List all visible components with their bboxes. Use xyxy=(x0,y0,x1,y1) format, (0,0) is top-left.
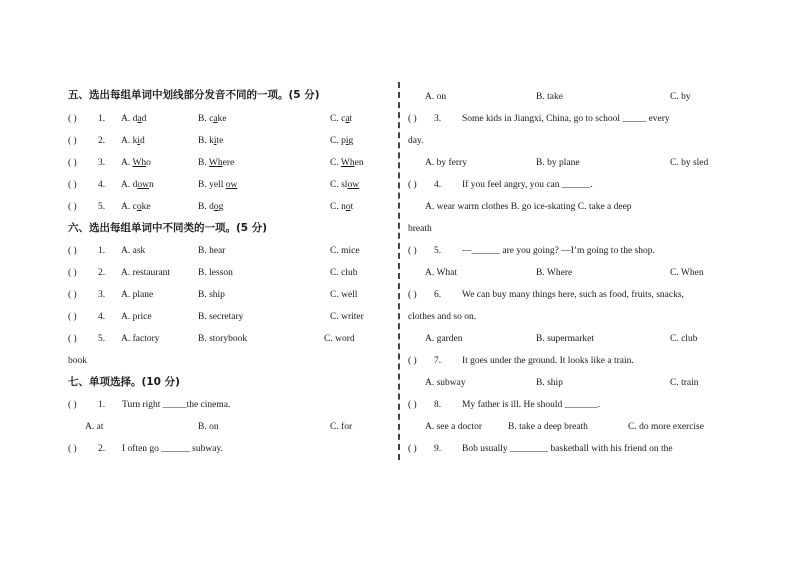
question-number: 4. xyxy=(434,180,442,190)
option-c: C. mice xyxy=(330,246,360,256)
option-a: A. What xyxy=(425,268,458,278)
answer-blank[interactable]: ( ) xyxy=(68,444,77,454)
option-c: C. for xyxy=(330,422,353,432)
option-a: A. at xyxy=(85,422,104,432)
option-a: A. ask xyxy=(121,246,146,256)
option-c: C. When xyxy=(330,158,364,168)
answer-blank[interactable]: ( ) xyxy=(408,246,417,256)
option-a: A. price xyxy=(121,312,152,322)
question-number: 8. xyxy=(434,400,442,410)
answer-blank[interactable]: ( ) xyxy=(68,334,77,344)
option-b: B. lesson xyxy=(198,268,233,278)
question-number: 1. xyxy=(98,114,106,124)
option-c: C. well xyxy=(330,290,358,300)
question-number: 4. xyxy=(98,312,106,322)
option-b: B. yell ow xyxy=(198,180,238,190)
answer-blank[interactable]: ( ) xyxy=(68,136,77,146)
option-a: A. see a doctor xyxy=(425,422,482,432)
question-stem: Some kids in Jiangxi, China, go to school _____ every xyxy=(462,114,670,124)
answer-blank[interactable]: ( ) xyxy=(68,202,77,212)
question-number: 2. xyxy=(98,268,106,278)
question-number: 1. xyxy=(98,400,106,410)
question-number: 4. xyxy=(98,180,106,190)
question-stem: I often go ______ subway. xyxy=(122,444,223,454)
answer-blank[interactable]: ( ) xyxy=(408,114,417,124)
question-stem: My father is ill. He should _______. xyxy=(462,400,601,410)
question-number: 5. xyxy=(98,202,106,212)
question-number: 1. xyxy=(98,246,106,256)
question-number: 3. xyxy=(98,290,106,300)
answer-blank[interactable]: ( ) xyxy=(68,246,77,256)
option-c: C. do more exercise xyxy=(628,422,704,432)
question-number: 7. xyxy=(434,356,442,366)
option-b: B. ship xyxy=(536,378,563,388)
answer-blank[interactable]: ( ) xyxy=(68,290,77,300)
option-c: C. by xyxy=(670,92,691,102)
option-c: C. pig xyxy=(330,136,354,146)
option-c: C. club xyxy=(330,268,358,278)
option-a: A. Who xyxy=(121,158,151,168)
question-stem: Bob usually ________ basketball with his friend on the xyxy=(462,444,673,454)
option-c: C. slow xyxy=(330,180,360,190)
question-stem: Turn right _____the cinema. xyxy=(122,400,231,410)
question-stem: If you feel angry, you can ______. xyxy=(462,180,593,190)
answer-blank[interactable]: ( ) xyxy=(408,290,417,300)
option-b: B. dog xyxy=(198,202,224,212)
s7-q4-wrap: breath xyxy=(408,224,432,234)
right-column xyxy=(408,0,738,561)
question-stem: —______ are you going? —I’m going to the shop. xyxy=(462,246,655,256)
option-a: A. dad xyxy=(121,114,147,124)
option-a: A. kid xyxy=(121,136,145,146)
option-c: C. train xyxy=(670,378,699,388)
option-b: B. Where xyxy=(536,268,573,278)
option-b: B. by plane xyxy=(536,158,580,168)
answer-blank[interactable]: ( ) xyxy=(68,268,77,278)
question-stem: We can buy many things here, such as food, fruits, snacks, xyxy=(462,290,684,300)
question-number: 5. xyxy=(98,334,106,344)
option-a: A. on xyxy=(425,92,447,102)
question-number: 6. xyxy=(434,290,442,300)
option-a: A. restaurant xyxy=(121,268,171,278)
answer-blank[interactable]: ( ) xyxy=(68,114,77,124)
question-number: 5. xyxy=(434,246,442,256)
option-a: A. plane xyxy=(121,290,154,300)
option-a: A. down xyxy=(121,180,154,190)
option-c: C. club xyxy=(670,334,698,344)
section-5-heading: 五、选出每组单词中划线部分发音不同的一项。(5 分) xyxy=(68,89,320,101)
option-b: B. supermarket xyxy=(536,334,595,344)
question-number: 9. xyxy=(434,444,442,454)
option-a: A. garden xyxy=(425,334,463,344)
option-b: B. cake xyxy=(198,114,227,124)
option-b: B. Where xyxy=(198,158,235,168)
option-b: B. ship xyxy=(198,290,225,300)
option-b: B. take a deep breath xyxy=(508,422,588,432)
answer-blank[interactable]: ( ) xyxy=(68,400,77,410)
question-number: 2. xyxy=(98,444,106,454)
option-a: A. coke xyxy=(121,202,151,212)
section-7-heading: 七、单项选择。(10 分) xyxy=(68,376,180,388)
question-number: 2. xyxy=(98,136,106,146)
answer-blank[interactable]: ( ) xyxy=(68,180,77,190)
option-b: B. storybook xyxy=(198,334,248,344)
option-a: A. subway xyxy=(425,378,466,388)
answer-blank[interactable]: ( ) xyxy=(68,158,77,168)
question-number: 3. xyxy=(98,158,106,168)
option-c: C. not xyxy=(330,202,354,212)
answer-blank[interactable]: ( ) xyxy=(408,400,417,410)
question-stem: It goes under the ground. It looks like a train. xyxy=(462,356,634,366)
section-6-heading: 六、选出每组单词中不同类的一项。(5 分) xyxy=(68,222,268,234)
left-column xyxy=(68,0,398,561)
option-c: C. writer xyxy=(330,312,364,322)
option-a: A. by ferry xyxy=(425,158,467,168)
s7-q3-wrap: day. xyxy=(408,136,424,146)
s6-q5-wrap: book xyxy=(68,356,87,366)
option-c: C. When xyxy=(670,268,704,278)
answer-blank[interactable]: ( ) xyxy=(408,180,417,190)
option-b: B. on xyxy=(198,422,219,432)
options-row: A. wear warm clothes B. go ice-skating C. take a deep xyxy=(425,202,632,212)
answer-blank[interactable]: ( ) xyxy=(68,312,77,322)
option-b: B. secretary xyxy=(198,312,244,322)
option-a: A. factory xyxy=(121,334,160,344)
option-c: C. word xyxy=(324,334,355,344)
answer-blank[interactable]: ( ) xyxy=(408,356,417,366)
question-number: 3. xyxy=(434,114,442,124)
option-b: B. hear xyxy=(198,246,226,256)
option-c: C. by sled xyxy=(670,158,709,168)
answer-blank[interactable]: ( ) xyxy=(408,444,417,454)
option-b: B. kite xyxy=(198,136,224,146)
s7-q6-wrap: clothes and so on. xyxy=(408,312,477,322)
option-b: B. take xyxy=(536,92,563,102)
column-divider xyxy=(398,82,400,460)
option-c: C. cat xyxy=(330,114,353,124)
